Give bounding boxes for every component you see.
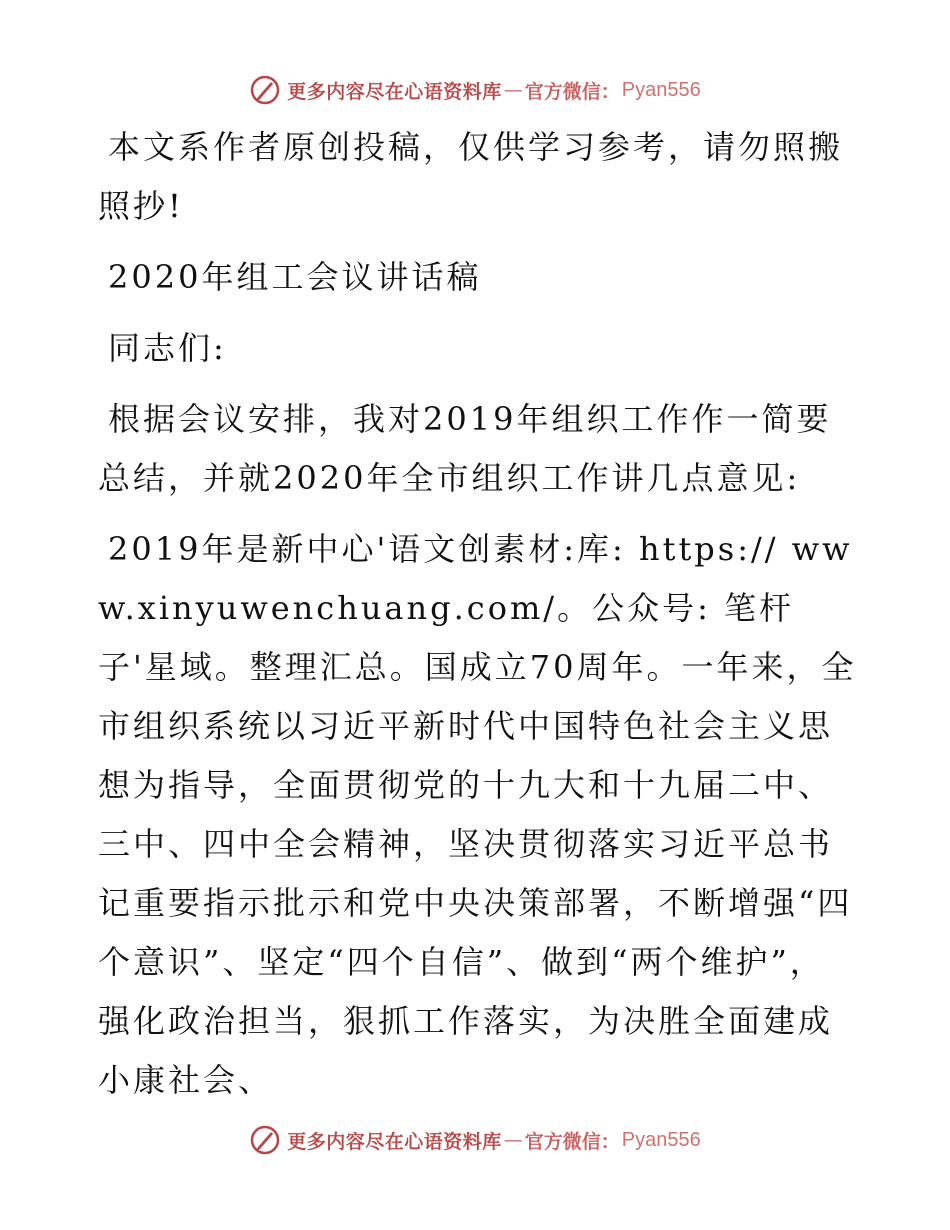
intro-paragraph: 根据会议安排，我对2019年组织工作作一简要总结，并就2020年全市组织工作讲几点意见: (98, 400, 832, 497)
footer-watermark (0, 1120, 950, 1160)
watermark-wechat-label: 官方微信： (524, 1130, 620, 1153)
watermark-site-text: 更多内容尽在心语资料库 (287, 1130, 502, 1153)
document-title: 2020年组工会议讲话稿 (108, 258, 482, 296)
watermark-separator: — (503, 79, 523, 101)
header-watermark (0, 70, 950, 110)
body-paragraph: 2019年是新中心'语文创素材:库: https:// www.xinyuwenchuang.com/。公众号: 笔杆子'星域。整理汇总。国成立70周年。一年来，全市组织系统以习近平新时代中国特色社会主义思想为指导，全面贯彻党的十九大和十九届二中、三中、四中全会精神，坚决贯彻落实习近平总书记重要指示批示和党中央决策部署，不断增强“四个意识”、坚定“四个自信”、做到“两个维护”，强化政治担当，狠抓工作落实，为决胜全面建成小康社会、 (98, 530, 857, 1099)
quill-pen-circle-icon (249, 74, 281, 106)
disclaimer-paragraph: 本文系作者原创投稿，仅供学习参考，请勿照搬照抄! (98, 128, 844, 225)
watermark-wechat-label: 官方微信： (524, 80, 620, 103)
watermark-separator: — (503, 1129, 523, 1151)
watermark-site-text: 更多内容尽在心语资料库 (287, 80, 502, 103)
salutation: 同志们: (108, 329, 227, 367)
document-body (98, 118, 858, 1122)
watermark-wechat-id: Pyan556 (621, 1128, 701, 1151)
quill-pen-circle-icon (249, 1124, 281, 1156)
watermark-wechat-id: Pyan556 (621, 78, 701, 101)
